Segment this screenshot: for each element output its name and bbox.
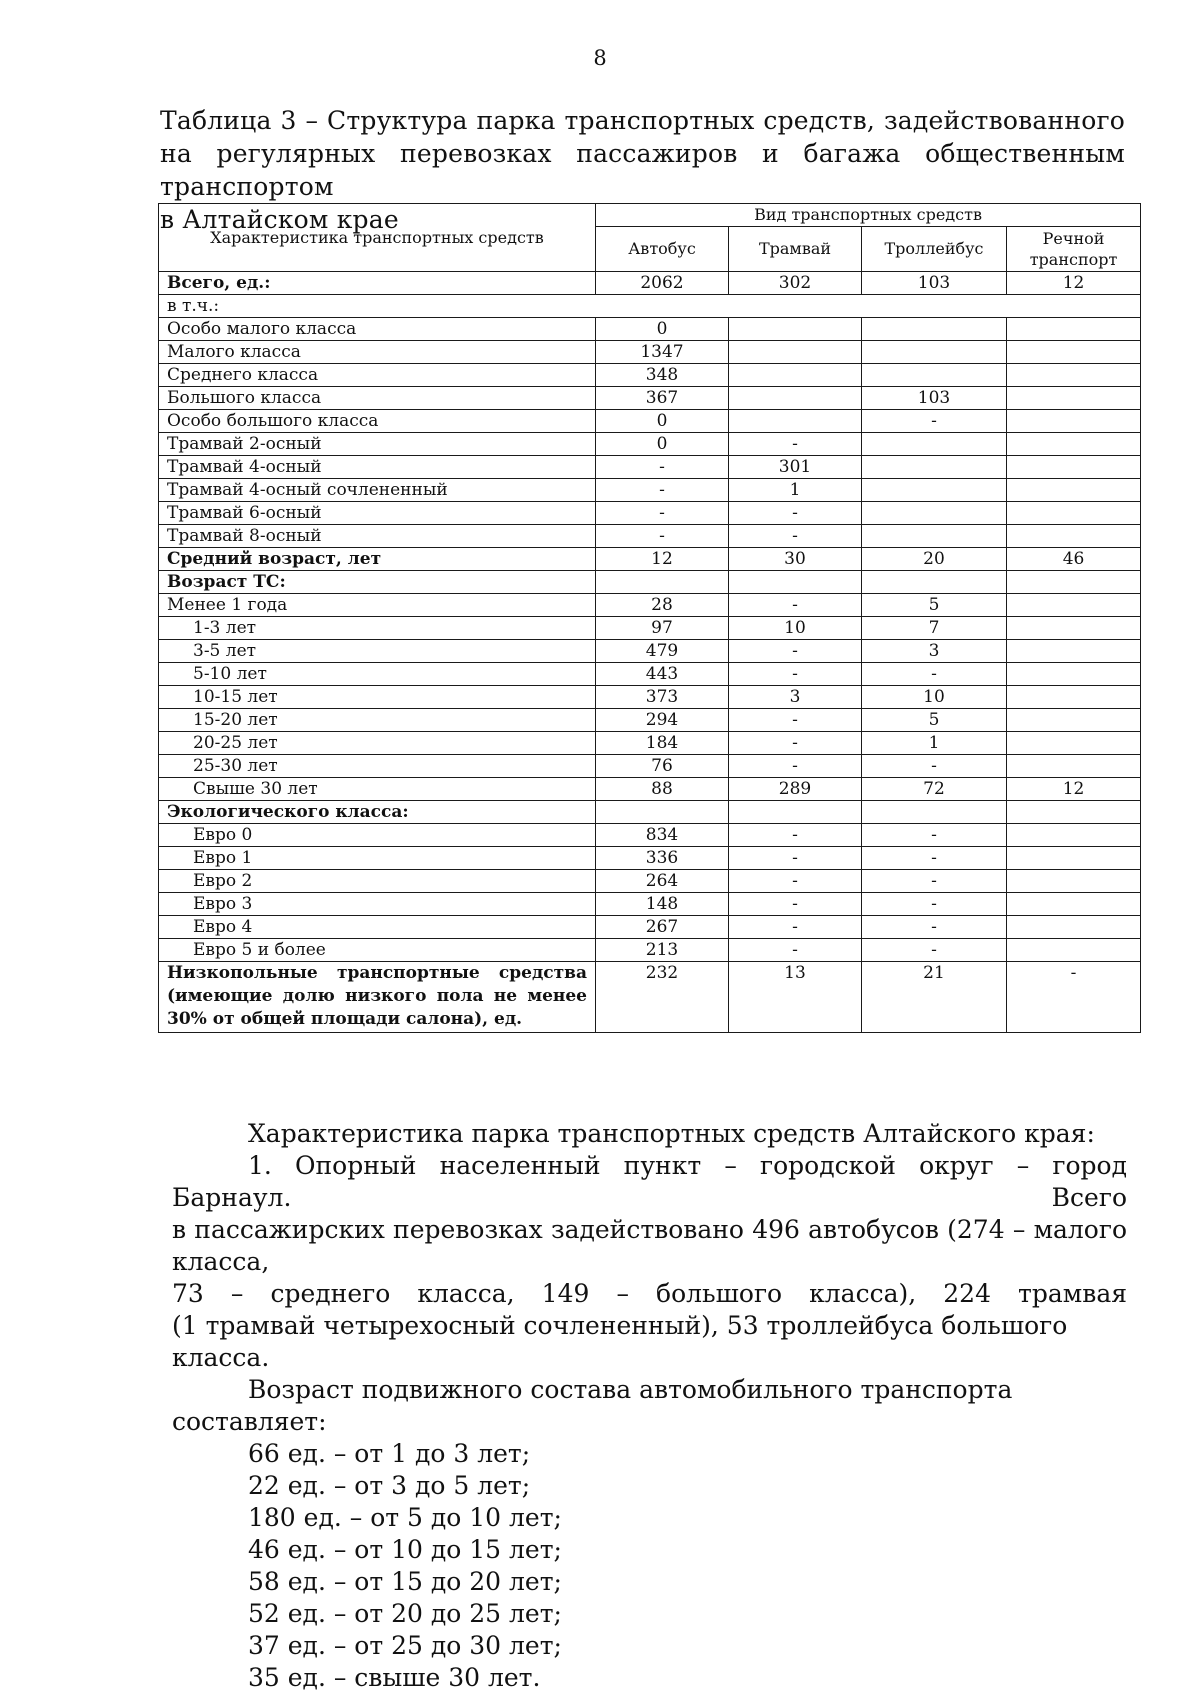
cell-bus: - bbox=[596, 479, 729, 502]
cell-tram: - bbox=[729, 433, 862, 456]
cell-trolleybus: - bbox=[862, 755, 1007, 778]
cell-river: 12 bbox=[1007, 272, 1141, 295]
including-row bbox=[159, 295, 1141, 318]
paragraph-line: 73 – среднего класса, 149 – большого класса), 224 трамвая bbox=[172, 1279, 1127, 1308]
age-heading-row bbox=[159, 571, 1141, 594]
cell-river bbox=[1007, 364, 1141, 387]
cell-river bbox=[1007, 479, 1141, 502]
cell-river bbox=[1007, 893, 1141, 916]
cell-river bbox=[1007, 801, 1141, 824]
row-label: 3-5 лет bbox=[159, 640, 596, 663]
cell-tram: - bbox=[729, 525, 862, 548]
cell-bus: 367 bbox=[596, 387, 729, 410]
cell-tram: 1 bbox=[729, 479, 862, 502]
cell-river bbox=[1007, 341, 1141, 364]
cell-river bbox=[1007, 410, 1141, 433]
table-row bbox=[159, 893, 1141, 916]
header-trolleybus: Троллейбус bbox=[862, 227, 1007, 272]
cell-trolleybus: 20 bbox=[862, 548, 1007, 571]
header-tram: Трамвай bbox=[729, 227, 862, 272]
table-row bbox=[159, 272, 1141, 295]
cell-river bbox=[1007, 663, 1141, 686]
cell-tram: 10 bbox=[729, 617, 862, 640]
cell-trolleybus bbox=[862, 318, 1007, 341]
cell-tram: 289 bbox=[729, 778, 862, 801]
row-label: Большого класса bbox=[159, 387, 596, 410]
row-label: 5-10 лет bbox=[159, 663, 596, 686]
cell-tram bbox=[729, 387, 862, 410]
cell-trolleybus: 10 bbox=[862, 686, 1007, 709]
row-label: Низкопольные транспортные средства (имеющие долю низкого пола не менее 30% от общей площади салона), ед. bbox=[159, 962, 596, 1033]
cell-bus: 213 bbox=[596, 939, 729, 962]
row-label: Трамвай 4-осный bbox=[159, 456, 596, 479]
cell-river bbox=[1007, 916, 1141, 939]
cell-tram: - bbox=[729, 893, 862, 916]
cell-river bbox=[1007, 870, 1141, 893]
cell-tram: - bbox=[729, 755, 862, 778]
row-label: Евро 0 bbox=[159, 824, 596, 847]
cell-river bbox=[1007, 525, 1141, 548]
section-label: Возраст ТС: bbox=[159, 571, 596, 594]
cell-tram: - bbox=[729, 847, 862, 870]
age-list-item: 37 ед. – от 25 до 30 лет; bbox=[248, 1631, 562, 1660]
cell-trolleybus: 72 bbox=[862, 778, 1007, 801]
cell-river bbox=[1007, 571, 1141, 594]
cell-bus: 479 bbox=[596, 640, 729, 663]
fleet-description bbox=[172, 1118, 1127, 1694]
cell-river bbox=[1007, 686, 1141, 709]
cell-tram: - bbox=[729, 916, 862, 939]
row-label: Малого класса bbox=[159, 341, 596, 364]
cell-trolleybus: 103 bbox=[862, 272, 1007, 295]
row-label: Менее 1 года bbox=[159, 594, 596, 617]
cell-trolleybus: 21 bbox=[862, 962, 1007, 1033]
cell-river bbox=[1007, 502, 1141, 525]
table-row bbox=[159, 617, 1141, 640]
section-label: в т.ч.: bbox=[159, 295, 1141, 318]
row-label: Трамвай 4-осный сочлененный bbox=[159, 479, 596, 502]
paragraph-line: (1 трамвай четырехосный сочлененный), 53 троллейбуса большого класса. bbox=[172, 1311, 1068, 1372]
cell-trolleybus: - bbox=[862, 824, 1007, 847]
table-row bbox=[159, 709, 1141, 732]
cell-river: 46 bbox=[1007, 548, 1141, 571]
cell-bus: - bbox=[596, 525, 729, 548]
table-row bbox=[159, 870, 1141, 893]
row-label: Свыше 30 лет bbox=[159, 778, 596, 801]
cell-trolleybus bbox=[862, 433, 1007, 456]
caption-line: Таблица 3 – Структура парка транспортных средств, задействованного bbox=[160, 106, 1125, 135]
cell-trolleybus: 5 bbox=[862, 709, 1007, 732]
cell-bus: 184 bbox=[596, 732, 729, 755]
cell-trolleybus: - bbox=[862, 410, 1007, 433]
table-row bbox=[159, 410, 1141, 433]
cell-tram bbox=[729, 318, 862, 341]
row-label: Евро 3 bbox=[159, 893, 596, 916]
cell-bus: 28 bbox=[596, 594, 729, 617]
cell-river bbox=[1007, 939, 1141, 962]
table-row bbox=[159, 686, 1141, 709]
paragraph-line: 1. Опорный населенный пункт – городской округ – город Барнаул. Всего bbox=[172, 1151, 1127, 1212]
page-number: 8 bbox=[593, 46, 607, 70]
cell-bus: 88 bbox=[596, 778, 729, 801]
table-row bbox=[159, 364, 1141, 387]
row-label: Трамвай 8-осный bbox=[159, 525, 596, 548]
age-list-item: 35 ед. – свыше 30 лет. bbox=[248, 1663, 541, 1692]
cell-tram: 3 bbox=[729, 686, 862, 709]
cell-bus: 336 bbox=[596, 847, 729, 870]
cell-trolleybus bbox=[862, 525, 1007, 548]
cell-tram bbox=[729, 410, 862, 433]
cell-trolleybus bbox=[862, 456, 1007, 479]
cell-bus: 2062 bbox=[596, 272, 729, 295]
cell-trolleybus: 103 bbox=[862, 387, 1007, 410]
cell-tram: 13 bbox=[729, 962, 862, 1033]
cell-tram: - bbox=[729, 640, 862, 663]
cell-bus: 834 bbox=[596, 824, 729, 847]
cell-tram: - bbox=[729, 502, 862, 525]
cell-trolleybus: 1 bbox=[862, 732, 1007, 755]
cell-river bbox=[1007, 617, 1141, 640]
cell-trolleybus: 5 bbox=[862, 594, 1007, 617]
cell-river bbox=[1007, 755, 1141, 778]
row-label: Среднего класса bbox=[159, 364, 596, 387]
table-row bbox=[159, 640, 1141, 663]
cell-tram: - bbox=[729, 870, 862, 893]
cell-tram: - bbox=[729, 709, 862, 732]
age-list-item: 180 ед. – от 5 до 10 лет; bbox=[248, 1503, 562, 1532]
cell-river: - bbox=[1007, 962, 1141, 1033]
cell-tram: - bbox=[729, 824, 862, 847]
row-label: Евро 5 и более bbox=[159, 939, 596, 962]
cell-trolleybus bbox=[862, 502, 1007, 525]
cell-bus: 348 bbox=[596, 364, 729, 387]
row-label: 25-30 лет bbox=[159, 755, 596, 778]
cell-river bbox=[1007, 456, 1141, 479]
age-list bbox=[172, 1438, 1127, 1694]
row-label: Средний возраст, лет bbox=[159, 548, 596, 571]
cell-river bbox=[1007, 732, 1141, 755]
header-bus: Автобус bbox=[596, 227, 729, 272]
cell-river bbox=[1007, 594, 1141, 617]
age-list-item: 52 ед. – от 20 до 25 лет; bbox=[248, 1599, 562, 1628]
table-row bbox=[159, 755, 1141, 778]
cell-bus: 0 bbox=[596, 410, 729, 433]
table-row bbox=[159, 433, 1141, 456]
table-row bbox=[159, 318, 1141, 341]
cell-tram bbox=[729, 364, 862, 387]
cell-bus: - bbox=[596, 502, 729, 525]
age-list-item: 58 ед. – от 15 до 20 лет; bbox=[248, 1567, 562, 1596]
row-label: Евро 1 bbox=[159, 847, 596, 870]
age-list-item: 66 ед. – от 1 до 3 лет; bbox=[248, 1439, 531, 1468]
table-row bbox=[159, 594, 1141, 617]
cell-trolleybus: 3 bbox=[862, 640, 1007, 663]
cell-river bbox=[1007, 433, 1141, 456]
cell-trolleybus: - bbox=[862, 847, 1007, 870]
table-row bbox=[159, 502, 1141, 525]
cell-river bbox=[1007, 640, 1141, 663]
cell-trolleybus bbox=[862, 364, 1007, 387]
cell-bus: 373 bbox=[596, 686, 729, 709]
cell-bus: 267 bbox=[596, 916, 729, 939]
caption-line: в Алтайском крае bbox=[160, 205, 399, 234]
table-row bbox=[159, 916, 1141, 939]
row-label: Евро 2 bbox=[159, 870, 596, 893]
section-heading: Характеристика парка транспортных средств Алтайского края: bbox=[248, 1119, 1095, 1148]
cell-bus: 232 bbox=[596, 962, 729, 1033]
cell-trolleybus bbox=[862, 571, 1007, 594]
header-characteristic: Характеристика транспортных средств bbox=[159, 204, 596, 272]
cell-tram bbox=[729, 341, 862, 364]
table-row bbox=[159, 824, 1141, 847]
section-label: Экологического класса: bbox=[159, 801, 596, 824]
cell-trolleybus bbox=[862, 341, 1007, 364]
cell-trolleybus: - bbox=[862, 663, 1007, 686]
cell-bus: 76 bbox=[596, 755, 729, 778]
age-list-item: 46 ед. – от 10 до 15 лет; bbox=[248, 1535, 562, 1564]
table-row bbox=[159, 387, 1141, 410]
table-row bbox=[159, 663, 1141, 686]
table-row bbox=[159, 525, 1141, 548]
cell-bus: 1347 bbox=[596, 341, 729, 364]
table-row bbox=[159, 341, 1141, 364]
cell-tram: 301 bbox=[729, 456, 862, 479]
cell-bus: 0 bbox=[596, 433, 729, 456]
table-row bbox=[159, 456, 1141, 479]
cell-bus: 97 bbox=[596, 617, 729, 640]
cell-trolleybus bbox=[862, 479, 1007, 502]
row-label: Трамвай 2-осный bbox=[159, 433, 596, 456]
cell-bus: 294 bbox=[596, 709, 729, 732]
transport-fleet-table bbox=[158, 203, 1141, 1033]
cell-bus bbox=[596, 801, 729, 824]
row-label: Особо большого класса bbox=[159, 410, 596, 433]
eco-heading-row bbox=[159, 801, 1141, 824]
cell-trolleybus: - bbox=[862, 870, 1007, 893]
age-intro: Возраст подвижного состава автомобильного транспорта составляет: bbox=[172, 1375, 1013, 1436]
cell-trolleybus bbox=[862, 801, 1007, 824]
table-body bbox=[159, 272, 1141, 1033]
cell-river bbox=[1007, 709, 1141, 732]
cell-trolleybus: - bbox=[862, 916, 1007, 939]
cell-trolleybus: - bbox=[862, 939, 1007, 962]
row-label: 20-25 лет bbox=[159, 732, 596, 755]
cell-trolleybus: 7 bbox=[862, 617, 1007, 640]
cell-river bbox=[1007, 847, 1141, 870]
table-row bbox=[159, 847, 1141, 870]
cell-river bbox=[1007, 318, 1141, 341]
cell-bus: 264 bbox=[596, 870, 729, 893]
age-list-item: 22 ед. – от 3 до 5 лет; bbox=[248, 1471, 531, 1500]
row-label: 1-3 лет bbox=[159, 617, 596, 640]
cell-tram bbox=[729, 801, 862, 824]
cell-bus bbox=[596, 571, 729, 594]
cell-bus: 443 bbox=[596, 663, 729, 686]
cell-trolleybus: - bbox=[862, 893, 1007, 916]
cell-tram: - bbox=[729, 663, 862, 686]
cell-river: 12 bbox=[1007, 778, 1141, 801]
cell-river bbox=[1007, 387, 1141, 410]
header-river-transport: Речной транспорт bbox=[1007, 227, 1141, 272]
caption-line: на регулярных перевозках пассажиров и багажа общественным транспортом bbox=[160, 139, 1125, 201]
table-row bbox=[159, 962, 1141, 1033]
cell-tram bbox=[729, 571, 862, 594]
cell-tram: - bbox=[729, 732, 862, 755]
cell-tram: - bbox=[729, 594, 862, 617]
cell-tram: 30 bbox=[729, 548, 862, 571]
row-label: Евро 4 bbox=[159, 916, 596, 939]
row-label: 10-15 лет bbox=[159, 686, 596, 709]
table-row bbox=[159, 778, 1141, 801]
cell-river bbox=[1007, 824, 1141, 847]
table-row bbox=[159, 939, 1141, 962]
cell-tram: - bbox=[729, 939, 862, 962]
table-row bbox=[159, 479, 1141, 502]
row-label: Трамвай 6-осный bbox=[159, 502, 596, 525]
row-label: 15-20 лет bbox=[159, 709, 596, 732]
cell-bus: 12 bbox=[596, 548, 729, 571]
row-label: Всего, ед.: bbox=[159, 272, 596, 295]
header-vehicle-type: Вид транспортных средств bbox=[596, 204, 1141, 227]
row-label: Особо малого класса bbox=[159, 318, 596, 341]
table-row bbox=[159, 548, 1141, 571]
paragraph-line: в пассажирских перевозках задействовано 496 автобусов (274 – малого класса, bbox=[172, 1215, 1127, 1276]
cell-bus: 0 bbox=[596, 318, 729, 341]
cell-tram: 302 bbox=[729, 272, 862, 295]
cell-bus: 148 bbox=[596, 893, 729, 916]
cell-bus: - bbox=[596, 456, 729, 479]
table-row bbox=[159, 732, 1141, 755]
